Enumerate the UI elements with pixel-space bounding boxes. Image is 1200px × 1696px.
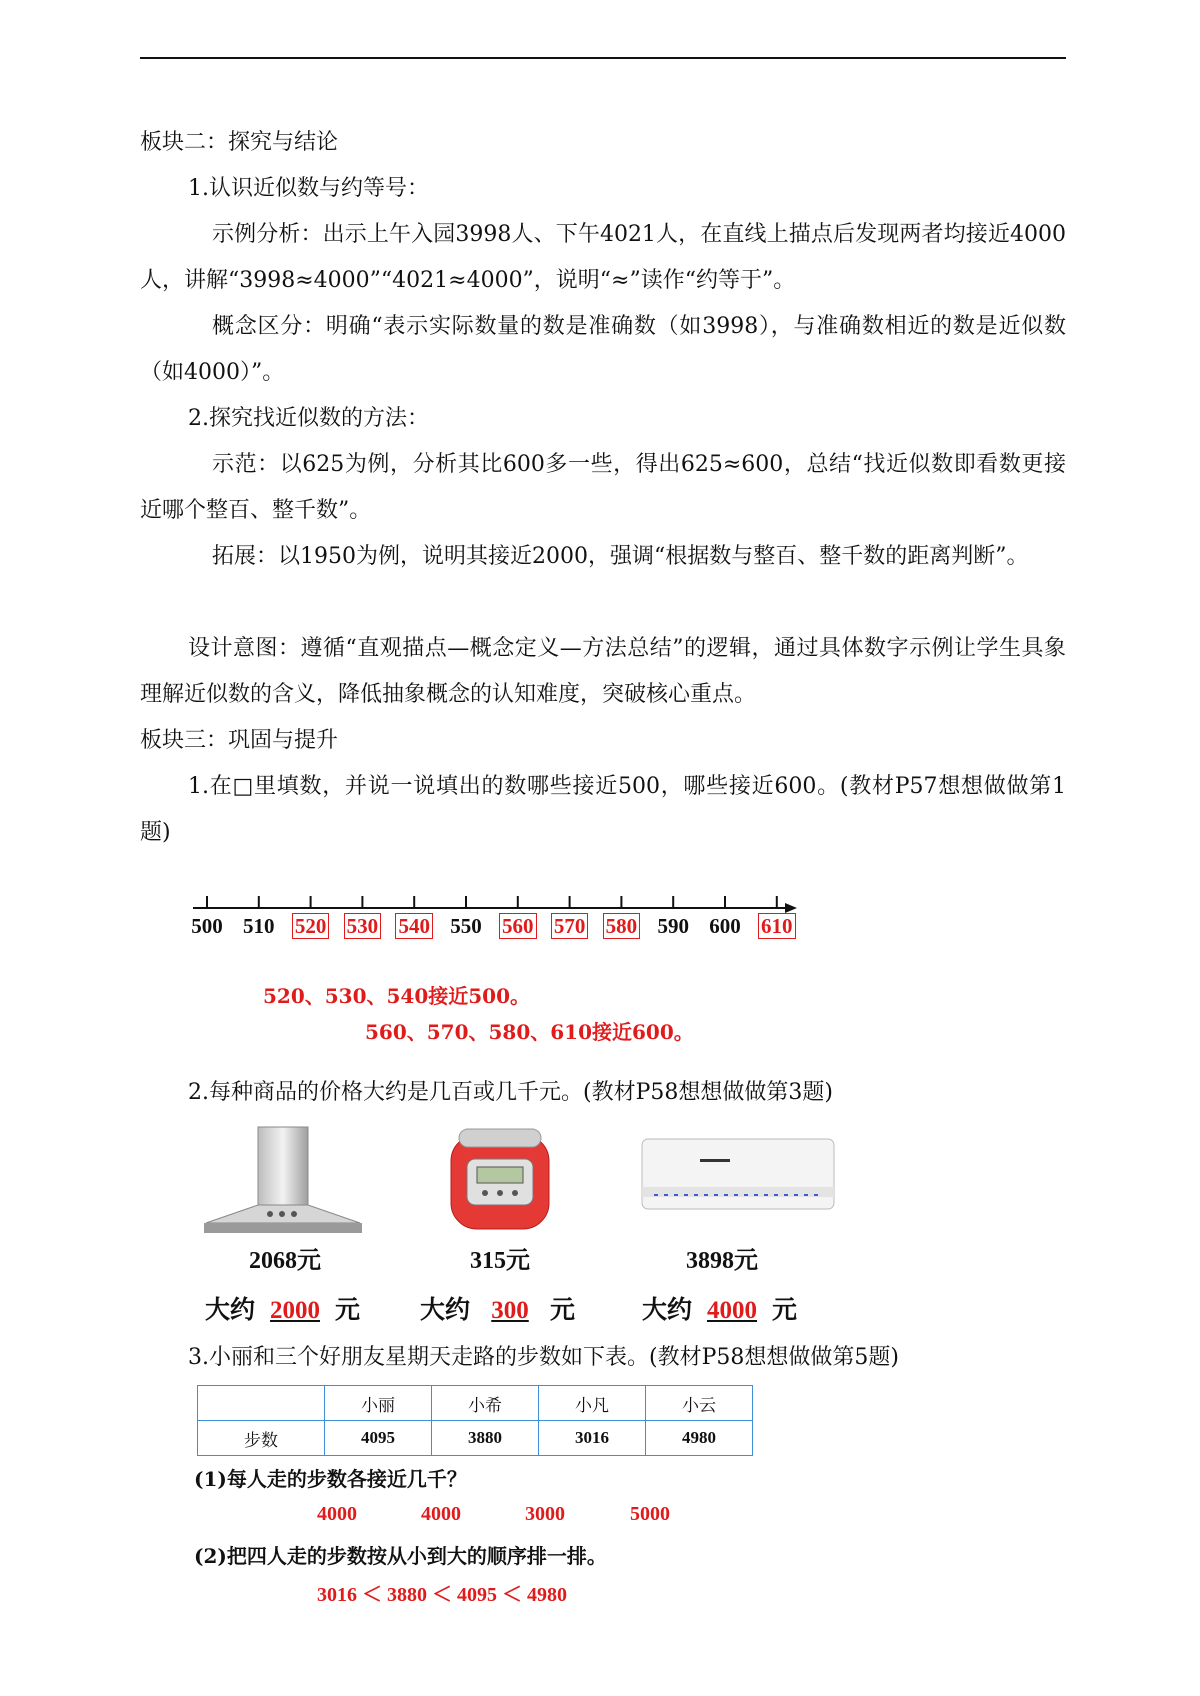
- sub-question-2: (2)把四人走的步数按从小到大的顺序排一排。: [194, 1544, 607, 1568]
- table-row-label: 步数: [198, 1421, 325, 1456]
- table-header-cell: [198, 1386, 325, 1421]
- item1-paragraph2: 概念区分：明确“表示实际数量的数是准确数（如3998），与准确数相近的数是近似数（如4000）”。: [140, 314, 1066, 385]
- number-line-filled-box: 520: [286, 913, 336, 939]
- item1-title: 1.认识近似数与约等号：: [188, 176, 429, 201]
- number-line-arrow: [785, 903, 797, 913]
- question-1: 1.在□里填数，并说一说填出的数哪些接近500，哪些接近600。(教材P57想想做做第1题): [140, 774, 1066, 845]
- rice-cooker-price: 315元: [470, 1248, 530, 1274]
- range-hood-approx: 大约 2000 元: [205, 1297, 361, 1324]
- number-line-filled-box: 610: [752, 913, 802, 939]
- number-line-ticks: [207, 896, 777, 908]
- question-3: 3.小丽和三个好朋友星期天走路的步数如下表。(教材P58想想做做第5题): [188, 1345, 899, 1370]
- steps-table: [197, 1385, 753, 1456]
- sub1-answer: 5000: [630, 1503, 670, 1525]
- design-intent: 设计意图：遵循“直观描点—概念定义—方法总结”的逻辑，通过具体数字示例让学生具象理解近似数的含义，降低抽象概念的认知难度，突破核心重点。: [140, 636, 1066, 707]
- number-line-label: 510: [243, 914, 275, 938]
- sub2-answer: 3016 ＜ 3880 ＜ 4095 ＜ 4980: [317, 1584, 567, 1606]
- air-conditioner-approx-answer: 4000: [707, 1297, 758, 1324]
- item2-paragraph2: 拓展：以1950为例，说明其接近2000，强调“根据数与整百、整千数的距离判断”。: [212, 544, 1029, 569]
- number-line-filled-box: 580: [596, 913, 646, 939]
- table-cell: 3880: [432, 1421, 539, 1456]
- table-header-row: [198, 1386, 753, 1421]
- sub-question-1: (1)每人走的步数各接近几千？: [194, 1467, 467, 1491]
- rice-cooker-approx-answer: 300: [491, 1297, 529, 1324]
- header-rule: [140, 57, 1066, 59]
- question-2: 2.每种商品的价格大约是几百或几千元。(教材P58想想做做第3题): [188, 1080, 833, 1105]
- table-cell: 4980: [646, 1421, 753, 1456]
- table-cell: 4095: [325, 1421, 432, 1456]
- number-line-filled-box: 560: [493, 913, 543, 939]
- sub1-answer: 3000: [525, 1503, 565, 1525]
- q1-answer-near-600: 560、570、580、610接近600。: [365, 1020, 694, 1044]
- number-line-filled-box: 530: [337, 913, 387, 939]
- number-line-filled-box: 570: [545, 913, 595, 939]
- table-header-cell: 小丽: [325, 1386, 432, 1421]
- rice-cooker-image: [445, 1125, 555, 1235]
- range-hood-image: [200, 1125, 370, 1240]
- section3-heading: 板块三：巩固与提升: [140, 728, 339, 753]
- air-conditioner-image: [640, 1135, 840, 1215]
- number-line-label: 500: [191, 914, 223, 938]
- number-line-filled-box: 540: [389, 913, 439, 939]
- rice-cooker-approx: 大约 300 元: [420, 1297, 576, 1324]
- item1-paragraph1: 示例分析：出示上午入园3998人、下午4021人，在直线上描点后发现两者均接近4000人，讲解“3998≈4000”“4021≈4000”，说明“≈”读作“约等于”。: [140, 222, 1066, 293]
- table-header-cell: 小凡: [539, 1386, 646, 1421]
- air-conditioner-price: 3898元: [686, 1248, 758, 1274]
- range-hood-approx-answer: 2000: [270, 1297, 321, 1324]
- number-line-label: 600: [709, 914, 741, 938]
- q1-answer-near-500: 520、530、540接近500。: [263, 984, 530, 1008]
- air-conditioner-approx: 大约 4000 元: [642, 1297, 798, 1324]
- table-header-cell: 小希: [432, 1386, 539, 1421]
- number-line-label: 550: [450, 914, 482, 938]
- section2-heading: 板块二：探究与结论: [140, 130, 339, 155]
- table-row: [198, 1421, 753, 1456]
- range-hood-price: 2068元: [249, 1248, 321, 1274]
- table-cell: 3016: [539, 1421, 646, 1456]
- table-header-cell: 小云: [646, 1386, 753, 1421]
- item2-title: 2.探究找近似数的方法：: [188, 406, 429, 431]
- sub1-answer: 4000: [421, 1503, 461, 1525]
- number-line-label: 590: [657, 914, 689, 938]
- sub1-answer: 4000: [317, 1503, 357, 1525]
- item2-paragraph1: 示范：以625为例，分析其比600多一些，得出625≈600，总结“找近似数即看数更接近哪个整百、整千数”。: [140, 452, 1066, 523]
